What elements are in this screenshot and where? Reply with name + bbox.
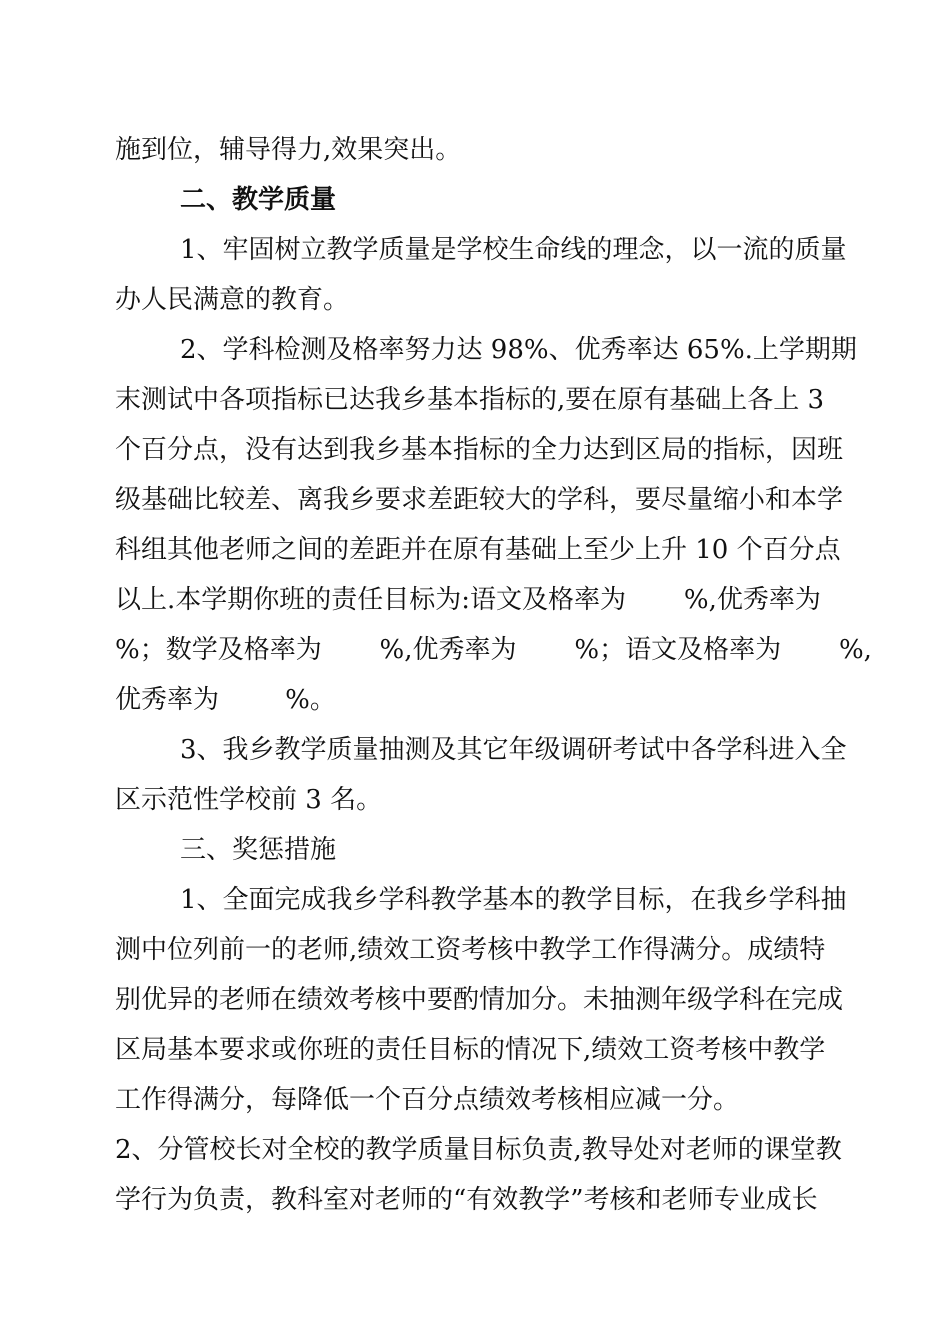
text-line-19: 区局基本要求或你班的责任目标的情况下,绩效工资考核中教学	[115, 1035, 826, 1065]
text-line-13: 3、我乡教学质量抽测及其它年级调研考试中各学科进入全	[180, 735, 847, 765]
text-line-20: 工作得满分，每降低一个百分点绩效考核相应减一分。	[115, 1085, 740, 1115]
text-line-8: 级基础比较差、离我乡要求差距较大的学科，要尽量缩小和本学	[115, 485, 844, 515]
text-line-16: 1、全面完成我乡学科教学基本的教学目标，在我乡学科抽	[180, 885, 847, 915]
section-heading-teaching-quality: 二、教学质量	[180, 185, 337, 215]
text-line-7: 个百分点，没有达到我乡基本指标的全力达到区局的指标，因班	[115, 435, 844, 465]
text-line-14: 区示范性学校前 3 名。	[115, 785, 383, 815]
text-line-11: %；数学及格率为 %,优秀率为 %；语文及格率为 %,	[115, 635, 872, 665]
text-line-1: 施到位，辅导得力,效果突出。	[115, 135, 462, 165]
section-heading-rewards-penalties: 三、奖惩措施	[180, 835, 337, 865]
text-line-21: 2、分管校长对全校的教学质量目标负责,教导处对老师的课堂教	[115, 1135, 842, 1165]
text-line-4: 办人民满意的教育。	[115, 285, 350, 315]
text-line-22: 学行为负责，教科室对老师的“有效教学”考核和老师专业成长	[115, 1185, 818, 1215]
text-line-6: 末测试中各项指标已达我乡基本指标的,要在原有基础上各上 3	[115, 385, 825, 415]
text-line-5: 2、学科检测及格率努力达 98%、优秀率达 65%.上学期期	[180, 335, 857, 365]
text-line-9: 科组其他老师之间的差距并在原有基础上至少上升 10 个百分点	[115, 535, 841, 565]
text-line-17: 测中位列前一的老师,绩效工资考核中教学工作得满分。成绩特	[115, 935, 826, 965]
text-line-10: 以上.本学期你班的责任目标为:语文及格率为 %,优秀率为	[115, 585, 821, 615]
text-line-3: 1、牢固树立教学质量是学校生命线的理念，以一流的质量	[180, 235, 847, 265]
text-line-12: 优秀率为 %。	[115, 685, 336, 715]
text-line-18: 别优异的老师在绩效考核中要酌情加分。未抽测年级学科在完成	[115, 985, 844, 1015]
